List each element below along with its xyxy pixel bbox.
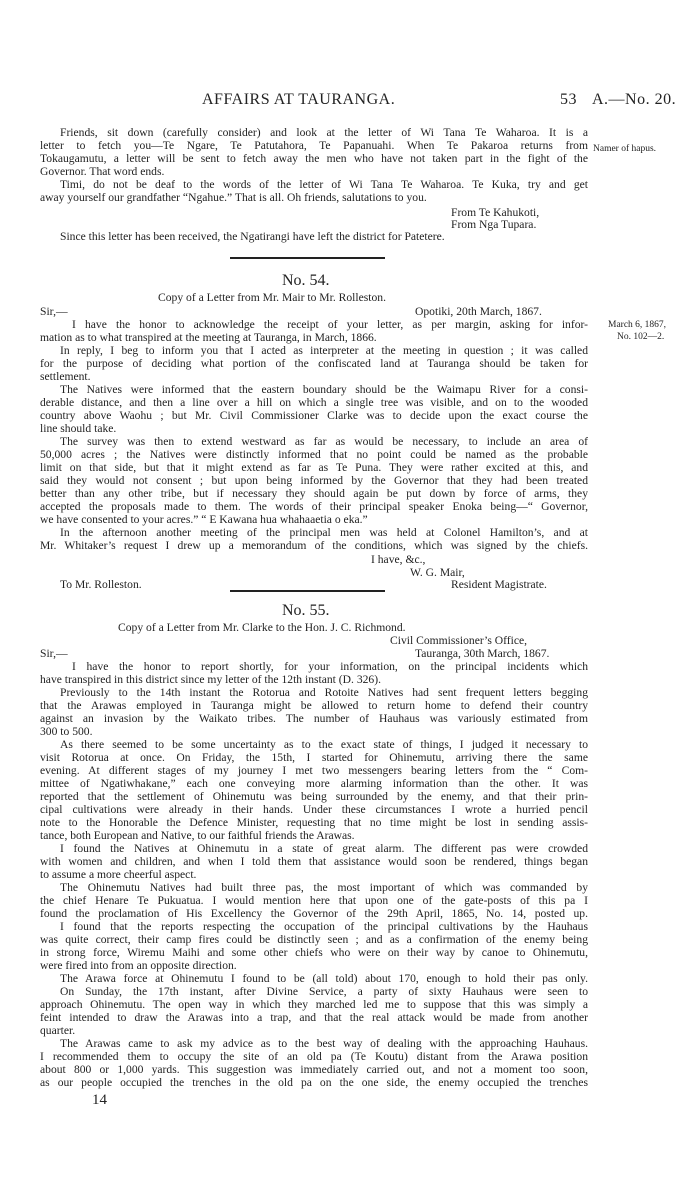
text-line: that the Arawas employed in Tauranga might be allowed to return home to defend their country	[40, 699, 588, 712]
since-line: Since this letter has been received, the Ngatirangi have left the district for Patetere.	[60, 230, 445, 243]
text-line: The Arawas came to ask my advice as to the best way of dealing with the approaching Hauhaus.	[60, 1037, 588, 1050]
text-line: As there seemed to be some uncertainty as to the exact state of things, I judged it necessary to	[60, 738, 588, 751]
text-line: I recommended them to occupy the site of an old pa (Te Koutu) distant from the Arawa position	[40, 1050, 588, 1063]
text-line: The survey was then to extend westward as far as would be necessary, to include an area of	[60, 435, 588, 448]
signer-54: W. G. Mair,	[410, 566, 465, 579]
place-date-55: Tauranga, 30th March, 1867.	[415, 647, 550, 660]
top-letter	[40, 126, 588, 204]
margin-note-ref: No. 102—2.	[617, 332, 665, 342]
text-line: for the purpose of deciding what portion of the confiscated land at Tauranga should be taken for	[40, 357, 588, 370]
text-line: 300 to 500.	[40, 725, 93, 738]
signer-title-54: Resident Magistrate.	[451, 578, 547, 591]
text-line: accepted the proposals made to them. The words of their principal speaker Enoka being—“ Governor,	[40, 500, 588, 513]
text-line: to assume a more cheerful aspect.	[40, 868, 197, 881]
text-line: away yourself our grandfather “Ngahue.” That is all. Oh friends, salutations to you.	[40, 191, 427, 204]
text-line: On Sunday, the 17th instant, after Divine Service, a party of sixty Hauhaus were seen to	[60, 985, 588, 998]
text-line: mittee of Ngatiwhakane,” each one conveying more alarming information than the other. It was	[40, 777, 588, 790]
text-line: have transpired in this district since my letter of the 12th instant (D. 326).	[40, 673, 381, 686]
text-line: better than any other tribe, but if necessary they should again be put down by force of arms, they	[40, 487, 588, 500]
salutation-54: Sir,—	[40, 305, 68, 318]
text-line: we have consented to your acres.” “ E Kawana hua whahaaetia o eka.”	[40, 513, 368, 526]
addressee-54: To Mr. Rolleston.	[60, 578, 142, 591]
text-line: with women and children, and when I told them that assistance would soon be rendered, things began	[40, 855, 588, 868]
text-line: I found that the reports respecting the occupation of the principal cultivations by the Hauhaus	[60, 920, 588, 933]
salutation-55: Sir,—	[40, 647, 68, 660]
text-line: In the afternoon another meeting of the principal men was held at Colonel Hamilton’s, and at	[60, 526, 588, 539]
text-line: The Ohinemutu Natives had built three pas, the most important of which was commanded by	[60, 881, 588, 894]
text-line: tance, both European and Native, to our faithful friends the Arawas.	[40, 829, 355, 842]
page-number: 53	[560, 91, 577, 108]
text-line: letter to fetch you—Te Ngare, Te Patutahora, Te Papanuahi. When Te Pakaroa returns from	[40, 139, 588, 152]
signature-mark: 14	[92, 1092, 107, 1108]
text-line: I found the Natives at Ohinemutu in a state of great alarm. The different pas were crowded	[60, 842, 588, 855]
body-55	[40, 660, 588, 1089]
place-date-54: Opotiki, 20th March, 1867.	[415, 305, 542, 318]
text-line: note to the Honorable the Defence Minister, requesting that no time might be lost in sending assis-	[40, 816, 588, 829]
text-line: Timi, do not be deaf to the words of the letter of Wi Tana Te Waharoa. Te Kuka, try and get	[60, 178, 588, 191]
top-signature-1: From Te Kahukoti,	[451, 206, 540, 219]
top-signature-2: From Nga Tupara.	[451, 218, 537, 231]
body-54	[40, 318, 588, 552]
text-line: mation as to what transpired at the meeting at Tauranga, in March, 1866.	[40, 331, 377, 344]
text-line: as our people occupied the trenches in the old pa on the one side, the enemy occupied the trenches	[40, 1076, 588, 1089]
text-line: reported that the settlement of Ohinemutu was being surrounded by the enemy, and that their prin-	[40, 790, 588, 803]
office-55: Civil Commissioner’s Office,	[390, 634, 528, 647]
text-line: Tokaugamutu, a letter will be sent to fetch away the men who have not taken part in the fight of the	[40, 152, 588, 165]
section-divider	[230, 590, 385, 592]
text-line: limit on that side, but that it might extend as far as Te Puna. They were rather excited at this, and	[40, 461, 588, 474]
document-number-54: No. 54.	[282, 272, 330, 289]
text-line: found the proclamation of His Excellency the Governor of the 29th April, 1865, No. 14, posted up.	[40, 907, 588, 920]
paper-series-number: A.—No. 20.	[592, 91, 677, 108]
text-line: Governor. That word ends.	[40, 165, 165, 178]
text-line: country above Waohu ; but Mr. Civil Commissioner Clarke was to decide upon the exact course the	[40, 409, 588, 422]
text-line: I have the honor to report shortly, for your information, on the principal incidents which	[72, 660, 588, 673]
text-line: feint intended to draw the Arawas into a trap, and that the real attack would be made from another	[40, 1011, 588, 1024]
text-line: evening. At different stages of my journey I met two messengers bearing letters from the “ Com-	[40, 764, 588, 777]
text-line: Mr. Whitaker’s request I drew up a memorandum of the conditions, which was signed by the chiefs.	[40, 539, 588, 552]
closing-54: I have, &c.,	[371, 553, 426, 566]
margin-note-hapus: Namer of hapus.	[593, 144, 657, 154]
text-line: cipal cultivations were already in their hands. Under these circumstances I wrote a hurried pencil	[40, 803, 588, 816]
text-line: Friends, sit down (carefully consider) and look at the letter of Wi Tana Te Waharoa. It is a	[60, 126, 588, 139]
text-line: was quite correct, their camp fires could be distinctly seen ; and as a confirmation of the enemy being	[40, 933, 588, 946]
margin-note-date: March 6, 1867,	[608, 320, 667, 330]
text-line: in strong force, Wiremu Maihi and some other chiefs who were on their way by canoe to Ohinemutu,	[40, 946, 588, 959]
document-number-55: No. 55.	[282, 602, 330, 619]
document-title-54: Copy of a Letter from Mr. Mair to Mr. Rolleston.	[158, 291, 386, 304]
running-header-title: AFFAIRS AT TAURANGA.	[202, 91, 396, 108]
text-line: about 800 or 1,000 yards. This suggestion was immediately carried out, and not a moment too soon,	[40, 1063, 588, 1076]
text-line: Previously to the 14th instant the Rotorua and Rotoite Natives had sent frequent letters begging	[60, 686, 588, 699]
text-line: The Arawa force at Ohinemutu I found to be (all told) about 170, enough to hold their pas only.	[60, 972, 588, 985]
text-line: line should take.	[40, 422, 117, 435]
text-line: 50,000 acres ; the Natives were distinctly informed that no point could be named as the probable	[40, 448, 588, 461]
text-line: settlement.	[40, 370, 91, 383]
text-line: derable distance, and then a line over a hill on which a single tree was visible, and on to the wooded	[40, 396, 588, 409]
section-divider	[230, 257, 385, 259]
text-line: against an invasion by the Waikato tribes. The number of Hauhaus was variously estimated from	[40, 712, 588, 725]
text-line: said they would not consent ; but upon being informed by the Governor that they had been treated	[40, 474, 588, 487]
text-line: quarter.	[40, 1024, 76, 1037]
text-line: In reply, I beg to inform you that I acted as interpreter at the meeting in question ; it was called	[60, 344, 588, 357]
document-title-55: Copy of a Letter from Mr. Clarke to the Hon. J. C. Richmond.	[118, 621, 406, 634]
text-line: were fired into from an opposite direction.	[40, 959, 237, 972]
text-line: The Natives were informed that the eastern boundary should be the Waimapu River for a consi-	[60, 383, 588, 396]
text-line: I have the honor to acknowledge the receipt of your letter, as per margin, asking for infor-	[72, 318, 588, 331]
text-line: the chief Henare Te Pukuatua. I would mention here that upon one of the gate-posts of this pa I	[40, 894, 588, 907]
text-line: visit Rotorua at once. On Friday, the 15th, I started for Ohinemutu, arriving there the same	[40, 751, 588, 764]
text-line: approach Ohinemutu. The open way in which they marched led me to suppose that this was simply a	[40, 998, 588, 1011]
